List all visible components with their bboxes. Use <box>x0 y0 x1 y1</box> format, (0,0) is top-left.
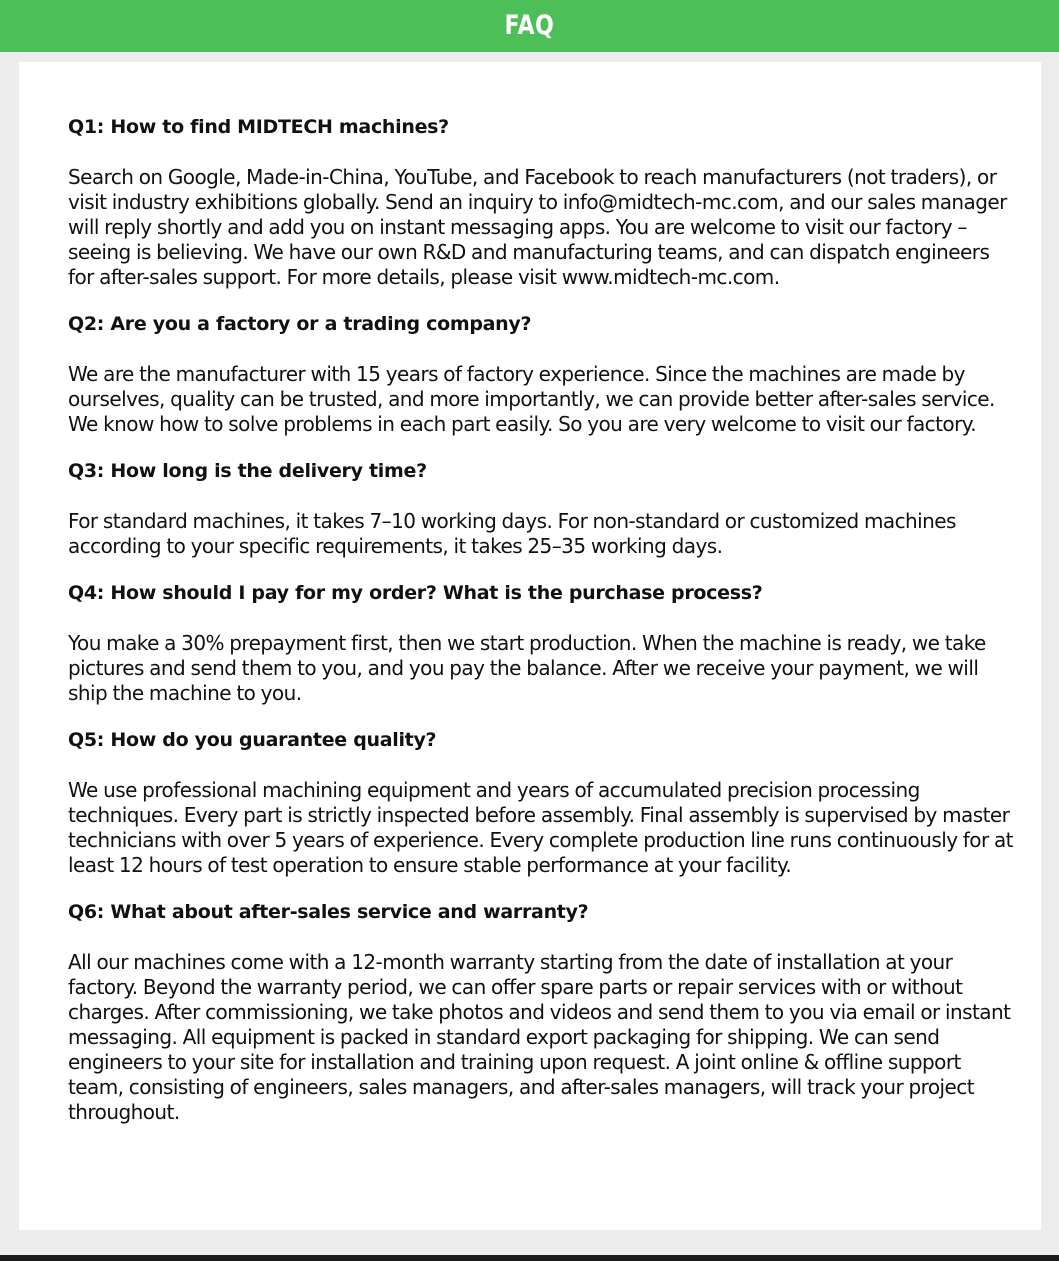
faq-answer: For standard machines, it takes 7–10 working days. For non-standard or customized machines according to your specific requirements, it takes 25–35 working days. <box>68 509 956 558</box>
faq-answer: We are the manufacturer with 15 years of factory experience. Since the machines are made by ourselves, quality can be trusted, and more importantly, we can provide better after-sales service. We know how to solve problems in each part easily. So you are very welcome to visit our factory. <box>68 362 995 436</box>
page-title: FAQ <box>504 9 555 41</box>
faq-panel <box>19 62 1041 1230</box>
faq-item-1 <box>68 115 1018 290</box>
faq-answer: All our machines come with a 12-month warranty starting from the date of installation at your factory. Beyond the warranty period, we can offer spare parts or repair services with or without charges. After commissioning, we take photos and videos and send them to you via email or instant messaging. All equipment is packed in standard export packaging for shipping. We can send engineers to your site for installation and training upon request. A joint online & offline support team, consisting of engineers, sales managers, and after-sales managers, will track your project throughout. <box>68 950 1011 1124</box>
faq-header <box>0 0 1059 52</box>
faq-item-3 <box>68 459 1018 559</box>
faq-answer: We use professional machining equipment and years of accumulated precision processing techniques. Every part is strictly inspected before assembly. Final assembly is supervised by master technicians with over 5 years of experience. Every complete production line runs continuously for at least 12 hours of test operation to ensure stable performance at your facility. <box>68 778 1013 877</box>
faq-question: Q6: What about after-sales service and warranty? <box>68 901 589 923</box>
faq-question: Q1: How to find MIDTECH machines? <box>68 116 449 138</box>
faq-answer: Search on Google, Made-in-China, YouTube, and Facebook to reach manufacturers (not traders), or visit industry exhibitions globally. Send an inquiry to info@midtech-mc.com, and our sales manager will reply shortly and add you on instant messaging apps. You are welcome to visit our factory – seeing is believing. We have our own R&D and manufacturing teams, and can dispatch engineers for after-sales support. For more details, please visit www.midtech-mc.com. <box>68 165 1007 289</box>
faq-question: Q2: Are you a factory or a trading company? <box>68 313 532 335</box>
faq-answer: You make a 30% prepayment first, then we start production. When the machine is ready, we take pictures and send them to you, and you pay the balance. After we receive your payment, we will ship the machine to you. <box>68 631 986 705</box>
bottom-border <box>0 1255 1059 1261</box>
faq-item-4 <box>68 581 1018 706</box>
faq-list <box>68 115 1018 1147</box>
faq-item-6 <box>68 900 1018 1125</box>
faq-item-2 <box>68 312 1018 437</box>
faq-question: Q5: How do you guarantee quality? <box>68 729 437 751</box>
faq-question: Q4: How should I pay for my order? What is the purchase process? <box>68 582 763 604</box>
faq-item-5 <box>68 728 1018 878</box>
faq-question: Q3: How long is the delivery time? <box>68 460 427 482</box>
